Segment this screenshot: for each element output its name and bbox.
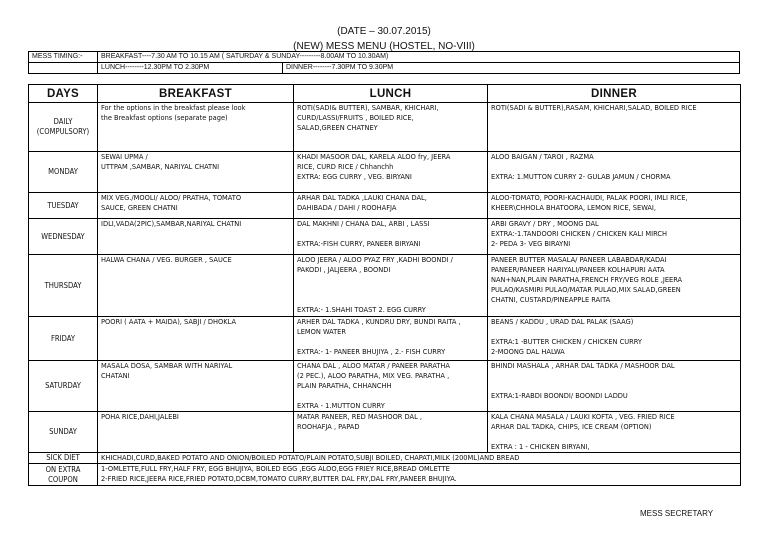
dinner-cell xyxy=(488,412,741,453)
menu-row xyxy=(29,219,741,255)
timing-lunch: LUNCH--------12.30PM TO 2.30PM xyxy=(98,63,283,74)
sick-diet-row xyxy=(29,453,741,464)
dinner-line: KALA CHANA MASALA / LAUKI KOFTA , VEG. FRIED RICE xyxy=(491,412,675,421)
dinner-line xyxy=(491,327,737,337)
timing-dinner: DINNER--------7.30PM TO 9.30PM xyxy=(283,63,740,74)
breakfast-cell xyxy=(98,103,294,152)
extra-coupon-text xyxy=(98,464,741,486)
lunch-cell xyxy=(294,103,488,152)
breakfast-line: HALWA CHANA / VEG. BURGER , SAUCE xyxy=(101,255,232,264)
menu-row xyxy=(29,255,741,317)
menu-row xyxy=(29,412,741,453)
day-line: THURSDAY xyxy=(44,280,82,290)
breakfast-cell xyxy=(98,412,294,453)
breakfast-cell xyxy=(98,317,294,361)
dinner-line: EXTRA: 1.MUTTON CURRY 2- GULAB JAMUN / CHORMA xyxy=(491,172,671,181)
dinner-cell xyxy=(488,317,741,361)
dinner-line: ARHAR DAL TADKA, CHIPS, ICE CREAM (OPTION) xyxy=(491,422,652,431)
menu-body xyxy=(29,103,741,453)
day-cell xyxy=(29,219,98,255)
column-breakfast: BREAKFAST xyxy=(98,85,294,103)
menu-row xyxy=(29,193,741,219)
sick-diet-text: KHICHADI,CURD,BAKED POTATO AND ONION/BOILED POTATO/PLAIN POTATO,SUBJI BOILED, CHAPATI,MILK (200ML)AND BREAD xyxy=(98,453,741,464)
timing-breakfast: BREAKFAST----7.30 AM TO 10.15 AM ( SATURDAY & SUNDAY---------8.00AM TO 10.30AM) xyxy=(98,52,740,63)
extra-coupon-label-line: COUPON xyxy=(48,474,78,484)
day-line: DAILY xyxy=(53,117,73,126)
day-cell xyxy=(29,255,98,317)
dinner-line: CHATNI, CUSTARD/PINEAPPLE RAITA xyxy=(491,295,611,304)
dinner-line xyxy=(491,381,737,391)
lunch-line: PLAIN PARATHA, CHHANCHH xyxy=(297,381,392,390)
column-days: DAYS xyxy=(29,85,98,103)
lunch-line: CURD/LASSI/FRUITS , BOILED RICE, xyxy=(297,113,414,122)
breakfast-line: IDLI,VADA(2PIC),SAMBAR,NARIYAL CHATNI xyxy=(101,219,242,228)
extra-coupon-label xyxy=(29,464,98,486)
lunch-line: SALAD,GREEN CHATNEY xyxy=(297,123,378,132)
breakfast-cell xyxy=(98,361,294,412)
lunch-cell xyxy=(294,193,488,219)
lunch-cell xyxy=(294,412,488,453)
breakfast-line: SAUCE, GREEN CHATNI xyxy=(101,203,178,212)
lunch-line xyxy=(297,285,484,295)
lunch-line: (2 PEC.), ALOO PARATHA, MIX VEG. PARATHA , xyxy=(297,371,450,380)
lunch-line: EXTRA: EGG CURRY , VEG. BIRYANI xyxy=(297,172,412,181)
timing-row-breakfast xyxy=(29,52,740,63)
dinner-line: ROTI(SADI & BUTTER),RASAM, KHICHARI,SALAD, BOILED RICE xyxy=(491,103,697,112)
dinner-line: ARBI GRAVY / DRY , MOONG DAL xyxy=(491,219,599,228)
lunch-line: ARHER DAL TADKA , KUNDRU DRY, BUNDI RAITA , xyxy=(297,317,461,326)
day-cell xyxy=(29,361,98,412)
menu-row xyxy=(29,152,741,193)
dinner-line: EXTRA : 1 - CHICKEN BIRYANI, xyxy=(491,442,590,451)
dinner-cell xyxy=(488,152,741,193)
date-line: (DATE – 30.07.2015) xyxy=(337,26,431,37)
lunch-line: KHADI MASOOR DAL, KARELA ALOO fry, JEERA xyxy=(297,152,451,161)
mess-menu-table xyxy=(28,84,741,486)
lunch-cell xyxy=(294,361,488,412)
breakfast-line: POHA RICE,DAHI,JALEBI xyxy=(101,412,179,421)
dinner-cell xyxy=(488,193,741,219)
breakfast-line: the Breakfast options (separate page) xyxy=(101,113,228,122)
breakfast-cell xyxy=(98,152,294,193)
lunch-line: EXTRA - 1.MUTTON CURRY xyxy=(297,401,385,410)
dinner-line: EXTRA:-1.TANDOORI CHICKEN / CHICKEN KALI MIRCH xyxy=(491,229,667,238)
lunch-line: ROTI(SADI& BUTTER), SAMBAR, KHICHARI, xyxy=(297,103,439,112)
extra-coupon-row xyxy=(29,464,741,486)
dinner-line: ALOO-TOMATO, POORI-KACHAUDI, PALAK POORI, IMLI RICE, xyxy=(491,193,688,202)
lunch-line: EXTRA:- 1.SHAHI TOAST 2. EGG CURRY xyxy=(297,305,426,314)
extra-coupon-label-line: ON EXTRA xyxy=(45,464,81,474)
lunch-line: PAKODI , JALJEERA , BOONDI xyxy=(297,265,391,274)
breakfast-cell xyxy=(98,255,294,317)
timing-row-lunch-dinner xyxy=(29,63,740,74)
breakfast-cell xyxy=(98,193,294,219)
lunch-line xyxy=(297,229,484,239)
day-cell xyxy=(29,103,98,152)
menu-row xyxy=(29,103,741,152)
dinner-cell xyxy=(488,361,741,412)
dinner-cell xyxy=(488,255,741,317)
breakfast-line: For the options in the breakfast please look xyxy=(101,103,246,112)
day-cell xyxy=(29,412,98,453)
breakfast-line: MASALA DOSA, SAMBAR WITH NARIYAL xyxy=(101,361,233,370)
breakfast-line: CHATANI xyxy=(101,371,130,380)
day-line: (COMPULSORY) xyxy=(36,127,90,136)
dinner-cell xyxy=(488,219,741,255)
extra-coupon-line: 2-FRIED RICE,JEERA RICE,FRIED POTATO,DCBM,TOMATO CURRY,BUTTER DAL FRY,DAL FRY,PANEER BHUJIYA. xyxy=(101,474,457,483)
day-line: SUNDAY xyxy=(49,427,77,436)
lunch-line xyxy=(297,337,484,347)
breakfast-line: POORI ( AATA + MAIDA), SABJI / DHOKLA xyxy=(101,317,237,326)
dinner-line: KHEER\CHHOLA BHATOORA, LEMON RICE, SEWAI, xyxy=(491,203,656,212)
day-line: FRIDAY xyxy=(50,333,76,343)
lunch-line: RICE, CURD RICE / Chhanchh xyxy=(297,162,394,171)
dinner-line xyxy=(491,371,737,381)
lunch-line xyxy=(297,391,484,401)
day-line: TUESDAY xyxy=(47,200,79,210)
day-line: MONDAY xyxy=(48,167,78,176)
menu-row xyxy=(29,361,741,412)
dinner-line: BHINDI MASHALA , ARHAR DAL TADKA / MASHOOR DAL xyxy=(491,361,675,370)
dinner-line: EXTRA:1 -BUTTER CHICKEN / CHICKEN CURRY xyxy=(491,337,642,346)
dinner-line: PANEER BUTTER MASALA/ PANEER LABABDAR/KADAI xyxy=(491,255,667,264)
dinner-line: PANEER/PANEER HARIYALI/PANEER KOLHAPURI AATA xyxy=(491,265,665,274)
column-dinner: DINNER xyxy=(488,85,741,103)
lunch-cell xyxy=(294,219,488,255)
lunch-line xyxy=(297,295,484,305)
lunch-line: CHANA DAL , ALOO MATAR / PANEER PARATHA xyxy=(297,361,450,370)
dinner-line: BEANS / KADDU , URAD DAL PALAK (SAAG) xyxy=(491,317,634,326)
dinner-line xyxy=(491,432,737,442)
menu-header-row xyxy=(29,85,741,103)
dinner-cell xyxy=(488,103,741,152)
lunch-line: DAHIBADA / DAHI / ROOHAFJA xyxy=(297,203,397,212)
lunch-line: ALOO JEERA / ALOO PYAZ FRY ,KADHI BOONDI / xyxy=(297,255,453,264)
lunch-line: MATAR PANEER, RED MASHOOR DAL , xyxy=(297,412,422,421)
dinner-line xyxy=(491,162,737,172)
lunch-cell xyxy=(294,255,488,317)
day-cell xyxy=(29,193,98,219)
breakfast-line: SEWAI UPMA / xyxy=(101,152,148,161)
lunch-cell xyxy=(294,152,488,193)
menu-row xyxy=(29,317,741,361)
timing-label-empty xyxy=(29,63,98,74)
dinner-line: PULAO/KASMIRI PULAO/MATAR PULAO,MIX SALAD,GREEN xyxy=(491,285,681,294)
day-cell xyxy=(29,317,98,361)
dinner-line: 2- PEDA 3- VEG BIRAYNI xyxy=(491,239,571,248)
day-line: SATURDAY xyxy=(45,381,81,390)
day-cell xyxy=(29,152,98,193)
dinner-line: ALOO BAIGAN / TAROI , RAZMA xyxy=(491,152,594,161)
lunch-cell xyxy=(294,317,488,361)
column-lunch: LUNCH xyxy=(294,85,488,103)
mess-secretary-signature: MESS SECRETARY xyxy=(640,509,714,518)
lunch-line: LEMON WATER xyxy=(297,327,346,336)
breakfast-line: UTTPAM ,SAMBAR, NARIYAL CHATNI xyxy=(101,162,220,171)
extra-coupon-line: 1-OMLETTE,FULL FRY,HALF FRY, EGG BHUJIYA, BOILED EGG ,EGG ALOO,EGG FRIEY RICE,BREAD OMLETTE xyxy=(101,464,450,473)
lunch-line xyxy=(297,275,484,285)
mess-timing-table xyxy=(28,51,740,74)
timing-label: MESS TIMING:- xyxy=(29,52,98,63)
dinner-line: NAN+NAN,PLAIN PARATHA,FRENCH FRY/VEG ROLE ,JEERA xyxy=(491,275,683,284)
breakfast-line: MIX VEG./MOOLI/ ALOO/ PRATHA, TOMATO xyxy=(101,193,242,202)
lunch-line: EXTRA:-FISH CURRY, PANEER BIRYANI xyxy=(297,239,421,248)
day-line: WEDNESDAY xyxy=(41,231,85,241)
lunch-line: DAL MAKHNI / CHANA DAL, ARBI , LASSI xyxy=(297,219,430,228)
lunch-line: EXTRA:- 1- PANEER BHUJIYA , 2.- FISH CURRY xyxy=(297,347,446,356)
menu-title: (NEW) MESS MENU (HOSTEL, NO-VIII) xyxy=(293,41,475,52)
lunch-line: ROOHAFJA , PAPAD xyxy=(297,422,360,431)
dinner-line: 2-MOONG DAL HALWA xyxy=(491,347,565,356)
dinner-line: EXTRA:1-RABDI BOONDI/ BOONDI LADDU xyxy=(491,391,628,400)
sick-diet-label: SICK DIET xyxy=(29,453,98,464)
breakfast-cell xyxy=(98,219,294,255)
lunch-line: ARHAR DAL TADKA ,LAUKI CHANA DAL, xyxy=(297,193,427,202)
